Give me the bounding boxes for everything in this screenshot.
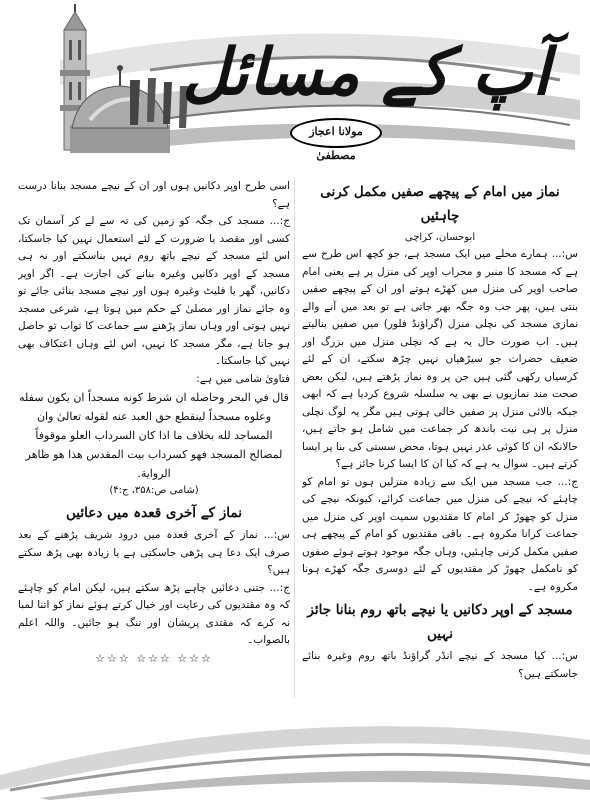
left-column [18,178,290,703]
column-divider [294,178,295,698]
question-text: س:... نماز کے آخری قعدہ میں درود شریف پڑھنے کے بعد صرف ایک دعا ہی پڑھی جاسکتی ہے یا زیادہ بھی پڑھ سکتے ہیں؟ [18,529,290,576]
page-title: آپ کے مسائل [182,35,550,110]
article-heading-2: مسجد کے اوپر دکانیں یا نیچے باتھ روم بنانا جائز نہیں [307,602,573,642]
answer-text: ج:... مسجد کی جگہ کو زمین کی تہ سے لے کر آسمان تک کسی اور مقصد یا ضرورت کے لئے استعمال نہیں کیا جاسکتا، اس لئے مسجد کے نیچے باتھ روم نہیں بناسکتے اور نہ ہی مسجد کے اوپر دکانیں وغیرہ بنانے کی اجازت ہے۔ اگر اوپر دکانیں، گھر یا فلیٹ وغیرہ ہوں اور نیچے مسجد بنائی جائے تو وہ جائے نماز اور مصلیٰ کے حکم میں ہوتا ہے، شرعی مسجد نہیں ہوتی اور وہاں نماز پڑھنے سے جماعت کا ثواب تو حاصل ہو جاتا ہے، مگر مسجد کا نہیں، اس لئے وہاں اعتکاف بھی نہیں کیا جاسکتا۔ [18,215,290,367]
arabic-quote: قال في البحر وحاصله ان شرط كونه مسجداً ان يكون سفله وعلوه مسجداً لينقطع حق العبد عنه لقوله تعالىٰ وان المساجد لله بخلاف ما اذا كان السرداب العلو موقوفاً لمصالح المسجد فهو كسرداب بيت المقدس هذا هو ظاهر الرواية. [19,391,289,480]
answer-text-2: ج:... جتنی دعائیں چاہے پڑھ سکتے ہیں، لیکن امام کو چاہئے کہ وہ مقتدیوں کی رعایت اور خیال کرتے ہوئے نماز کو اتنا لمبا نہ کرے کہ مقتدی پریشان اور تنگ ہو جائیں۔ واللہ اعلم بالصواب۔ [18,581,290,646]
star-separator: ☆☆☆ ☆☆☆ ☆☆☆ [95,651,213,665]
right-column [302,178,578,703]
article-heading-3: نماز کے آخری قعدہ میں دعائیں [66,505,242,521]
question-text: س:... ہمارے محلے میں ایک مسجد ہے، جو کچھ اس طرح سے ہے کہ مسجد کا منبر و محراب اوپر کی منزل پر ہے یعنی امام صاحب اوپر کی منزل میں کھڑے ہوتے اور ان کے پیچھے صفیں بنتی ہیں، پھر جب وہ جگہ بھر جاتی ہے تو بعد میں آنے والے نمازی مسجد کی نچلی منزل (گراؤنڈ فلور) میں صفیں بنالیتے ہیں۔ اب صورت حال یہ ہے کہ نچلی منزل میں بزرگ اور ضعیف حضرات جو سیڑھیاں نہیں چڑھ سکتے، ان کے لئے کرسیاں رکھی گئی ہیں جن پر وہ نماز پڑھتے ہیں، لیکن بعض صحت مند نمازیوں نے بھی یہ سلسلہ شروع کردیا ہے کہ ابھی جبکہ بالائی منزل پر صفیں خالی ہوتی ہیں مگر یہ لوگ نچلی منزل پر ہی نیت باندھ کر جماعت میں شامل ہو جاتے ہیں، حالانکہ ان کا کوئی عذر نہیں ہوتا، محض سستی کی بنا پر ایسا کرتے ہیں۔ سوال یہ ہے کہ کیا ان کا ایسا کرنا جائز ہے؟ [302,248,578,470]
author-badge: مولانا اعجاز مصطفیٰ [290,118,382,148]
intro-text: اسی طرح اوپر دکانیں ہوں اور ان کے نیچے مسجد بنانا درست ہے؟ [18,180,290,210]
byline: ابوحسان، کراچی [404,232,476,243]
citation: (شامی ص:۳۵۸، ج:۴) [109,485,199,496]
article-heading-1: نماز میں امام کے پیچھے صفیں مکمل کرنی چاہئیں [320,184,560,224]
question-text-2: س:... کیا مسجد کے نیچے انڈر گراؤنڈ باتھ روم وغیرہ بنائے جاسکتے ہیں؟ [302,650,578,680]
answer-text: ج:... جب مسجد میں ایک سے زیادہ منزلیں ہوں تو امام کو چاہئے کہ نیچے کی منزل میں جماعت کرائے، کیونکہ نیچے کی منزل کو چھوڑ کر امام کا مقتدیوں سمیت اوپر کی منزل میں جماعت کرانا مکروہ ہے۔ باقی مقتدیوں کو امام کے پیچھے ہی صفیں مکمل کرنی چاہئیں، وہاں جگہ موجود ہوتے ہوئے صفوں کو نامکمل چھوڑ کر مقتدیوں کے لئے دوسری جگہ کھڑے ہونا مکروہ ہے۔ [302,475,578,593]
footer-swoosh [0,680,590,800]
fatawa-reference: فتاویٰ شامی میں ہے: [196,372,290,385]
